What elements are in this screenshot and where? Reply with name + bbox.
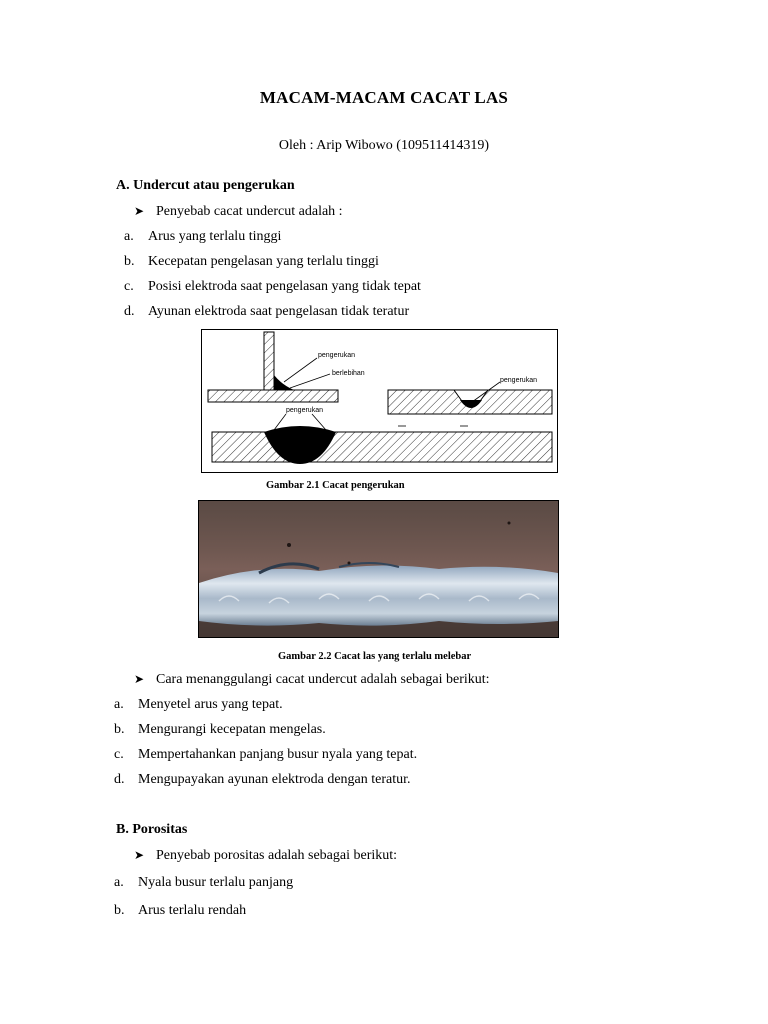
list-item: b. Mengurangi kecepatan mengelas. xyxy=(114,722,326,737)
list-item: b. Arus terlalu rendah xyxy=(114,903,247,918)
author-line: Oleh : Arip Wibowo (109511414319) xyxy=(278,138,490,153)
section-b-heading: B. Porositas xyxy=(116,822,188,837)
list-item: c. Mempertahankan panjang busur nyala yang tepat. xyxy=(114,747,418,762)
list-item: d. Ayunan elektroda saat pengelasan tidak teratur xyxy=(124,304,410,319)
label-pengerukan-2: pengerukan xyxy=(286,407,323,414)
list-item: d. Mengupayakan ayunan elektroda dengan teratur. xyxy=(114,772,411,787)
section-a-heading: A. Undercut atau pengerukan xyxy=(116,178,295,193)
butt-joint-plate-bottom xyxy=(212,432,552,462)
cause-intro-b: ➤ Penyebab porositas adalah sebagai berikut: xyxy=(134,848,398,863)
list-item: a. Nyala busur terlalu panjang xyxy=(114,875,294,890)
figure-undercut-diagram xyxy=(201,329,558,473)
figure-1-caption: Gambar 2.1 Cacat pengerukan xyxy=(266,480,405,491)
arrow-bullet-icon: ➤ xyxy=(134,672,145,686)
arrow-bullet-icon: ➤ xyxy=(134,848,145,862)
page-title: MACAM-MACAM CACAT LAS xyxy=(259,88,509,107)
undercut-diagram-svg xyxy=(202,330,556,471)
weld-photo-svg xyxy=(199,501,558,637)
label-pengerukan-3: pengerukan xyxy=(500,377,537,384)
label-pengerukan-1: pengerukan xyxy=(318,352,355,359)
figure-weld-photo xyxy=(198,500,559,638)
list-item: a. Menyetel arus yang tepat. xyxy=(114,697,283,712)
vertical-plate xyxy=(264,332,274,390)
label-berlebihan: berlebihan xyxy=(332,370,365,377)
list-item: c. Posisi elektroda saat pengelasan yang tidak tepat xyxy=(124,279,421,294)
arrow-bullet-icon: ➤ xyxy=(134,204,145,218)
figure-2-caption: Gambar 2.2 Cacat las yang terlalu melebar xyxy=(278,651,472,662)
cause-intro-a: ➤ Penyebab cacat undercut adalah : xyxy=(134,204,343,219)
remedy-intro-a: ➤ Cara menanggulangi cacat undercut adalah sebagai berikut: xyxy=(134,672,490,687)
horizontal-plate xyxy=(208,390,338,402)
list-item: b. Kecepatan pengelasan yang terlalu tinggi xyxy=(124,254,379,269)
list-item: a. Arus yang terlalu tinggi xyxy=(124,229,282,244)
